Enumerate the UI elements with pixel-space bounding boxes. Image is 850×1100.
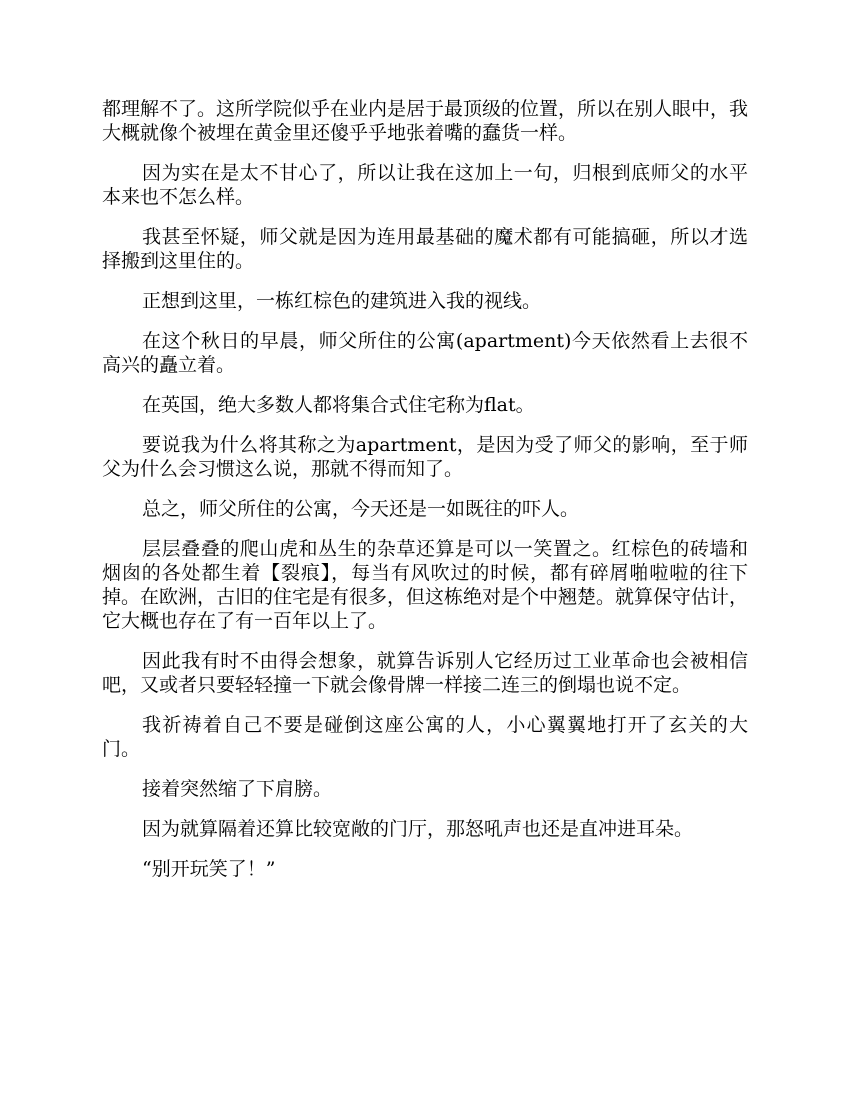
paragraph-12: 接着突然缩了下肩膀。 <box>142 778 333 800</box>
paragraph-13: 因为就算隔着还算比较宽敞的门厅，那怒吼声也还是直冲进耳朵。 <box>142 818 694 840</box>
paragraph-10: 因此我有时不由得会想象，就算告诉别人它经历过工业革命也会被相信吧，又或者只要轻轻撞一下就会像骨牌一样接二连三的倒塌也说不定。 <box>102 650 748 696</box>
paragraph-4: 正想到这里，一栋红棕色的建筑进入我的视线。 <box>142 290 542 312</box>
paragraph-7: 要说我为什么将其称之为apartment，是因为受了师父的影响，至于师父为什么会习惯这么说，那就不得而知了。 <box>102 434 748 480</box>
paragraph-5: 在这个秋日的早晨，师父所住的公寓(apartment)今天依然看上去很不高兴的矗立着。 <box>102 330 748 376</box>
paragraph-11: 我祈祷着自己不要是碰倒这座公寓的人，小心翼翼地打开了玄关的大门。 <box>102 714 748 760</box>
paragraph-6: 在英国，绝大多数人都将集合式住宅称为flat。 <box>142 394 535 416</box>
paragraph-9: 层层叠叠的爬山虎和丛生的杂草还算是可以一笑置之。红棕色的砖墙和烟囱的各处都生着【裂痕】，每当有风吹过的时候，都有碎屑啪啦啦的往下掉。在欧洲，古旧的住宅是有很多，但这栋绝对是个中翘楚。就算保守估计，它大概也存在了有一百年以上了。 <box>102 538 749 632</box>
paragraph-14: “别开玩笑了！” <box>142 858 276 880</box>
paragraph-8: 总之，师父所住的公寓，今天还是一如既往的吓人。 <box>142 498 580 520</box>
paragraph-3: 我甚至怀疑，师父就是因为连用最基础的魔术都有可能搞砸，所以才选择搬到这里住的。 <box>102 226 748 272</box>
document-page <box>102 97 748 897</box>
paragraph-1: 都理解不了。这所学院似乎在业内是居于最顶级的位置，所以在别人眼中，我大概就像个被埋在黄金里还傻乎乎地张着嘴的蠢货一样。 <box>102 98 749 144</box>
paragraph-2: 因为实在是太不甘心了，所以让我在这加上一句，归根到底师父的水平本来也不怎么样。 <box>102 162 748 208</box>
